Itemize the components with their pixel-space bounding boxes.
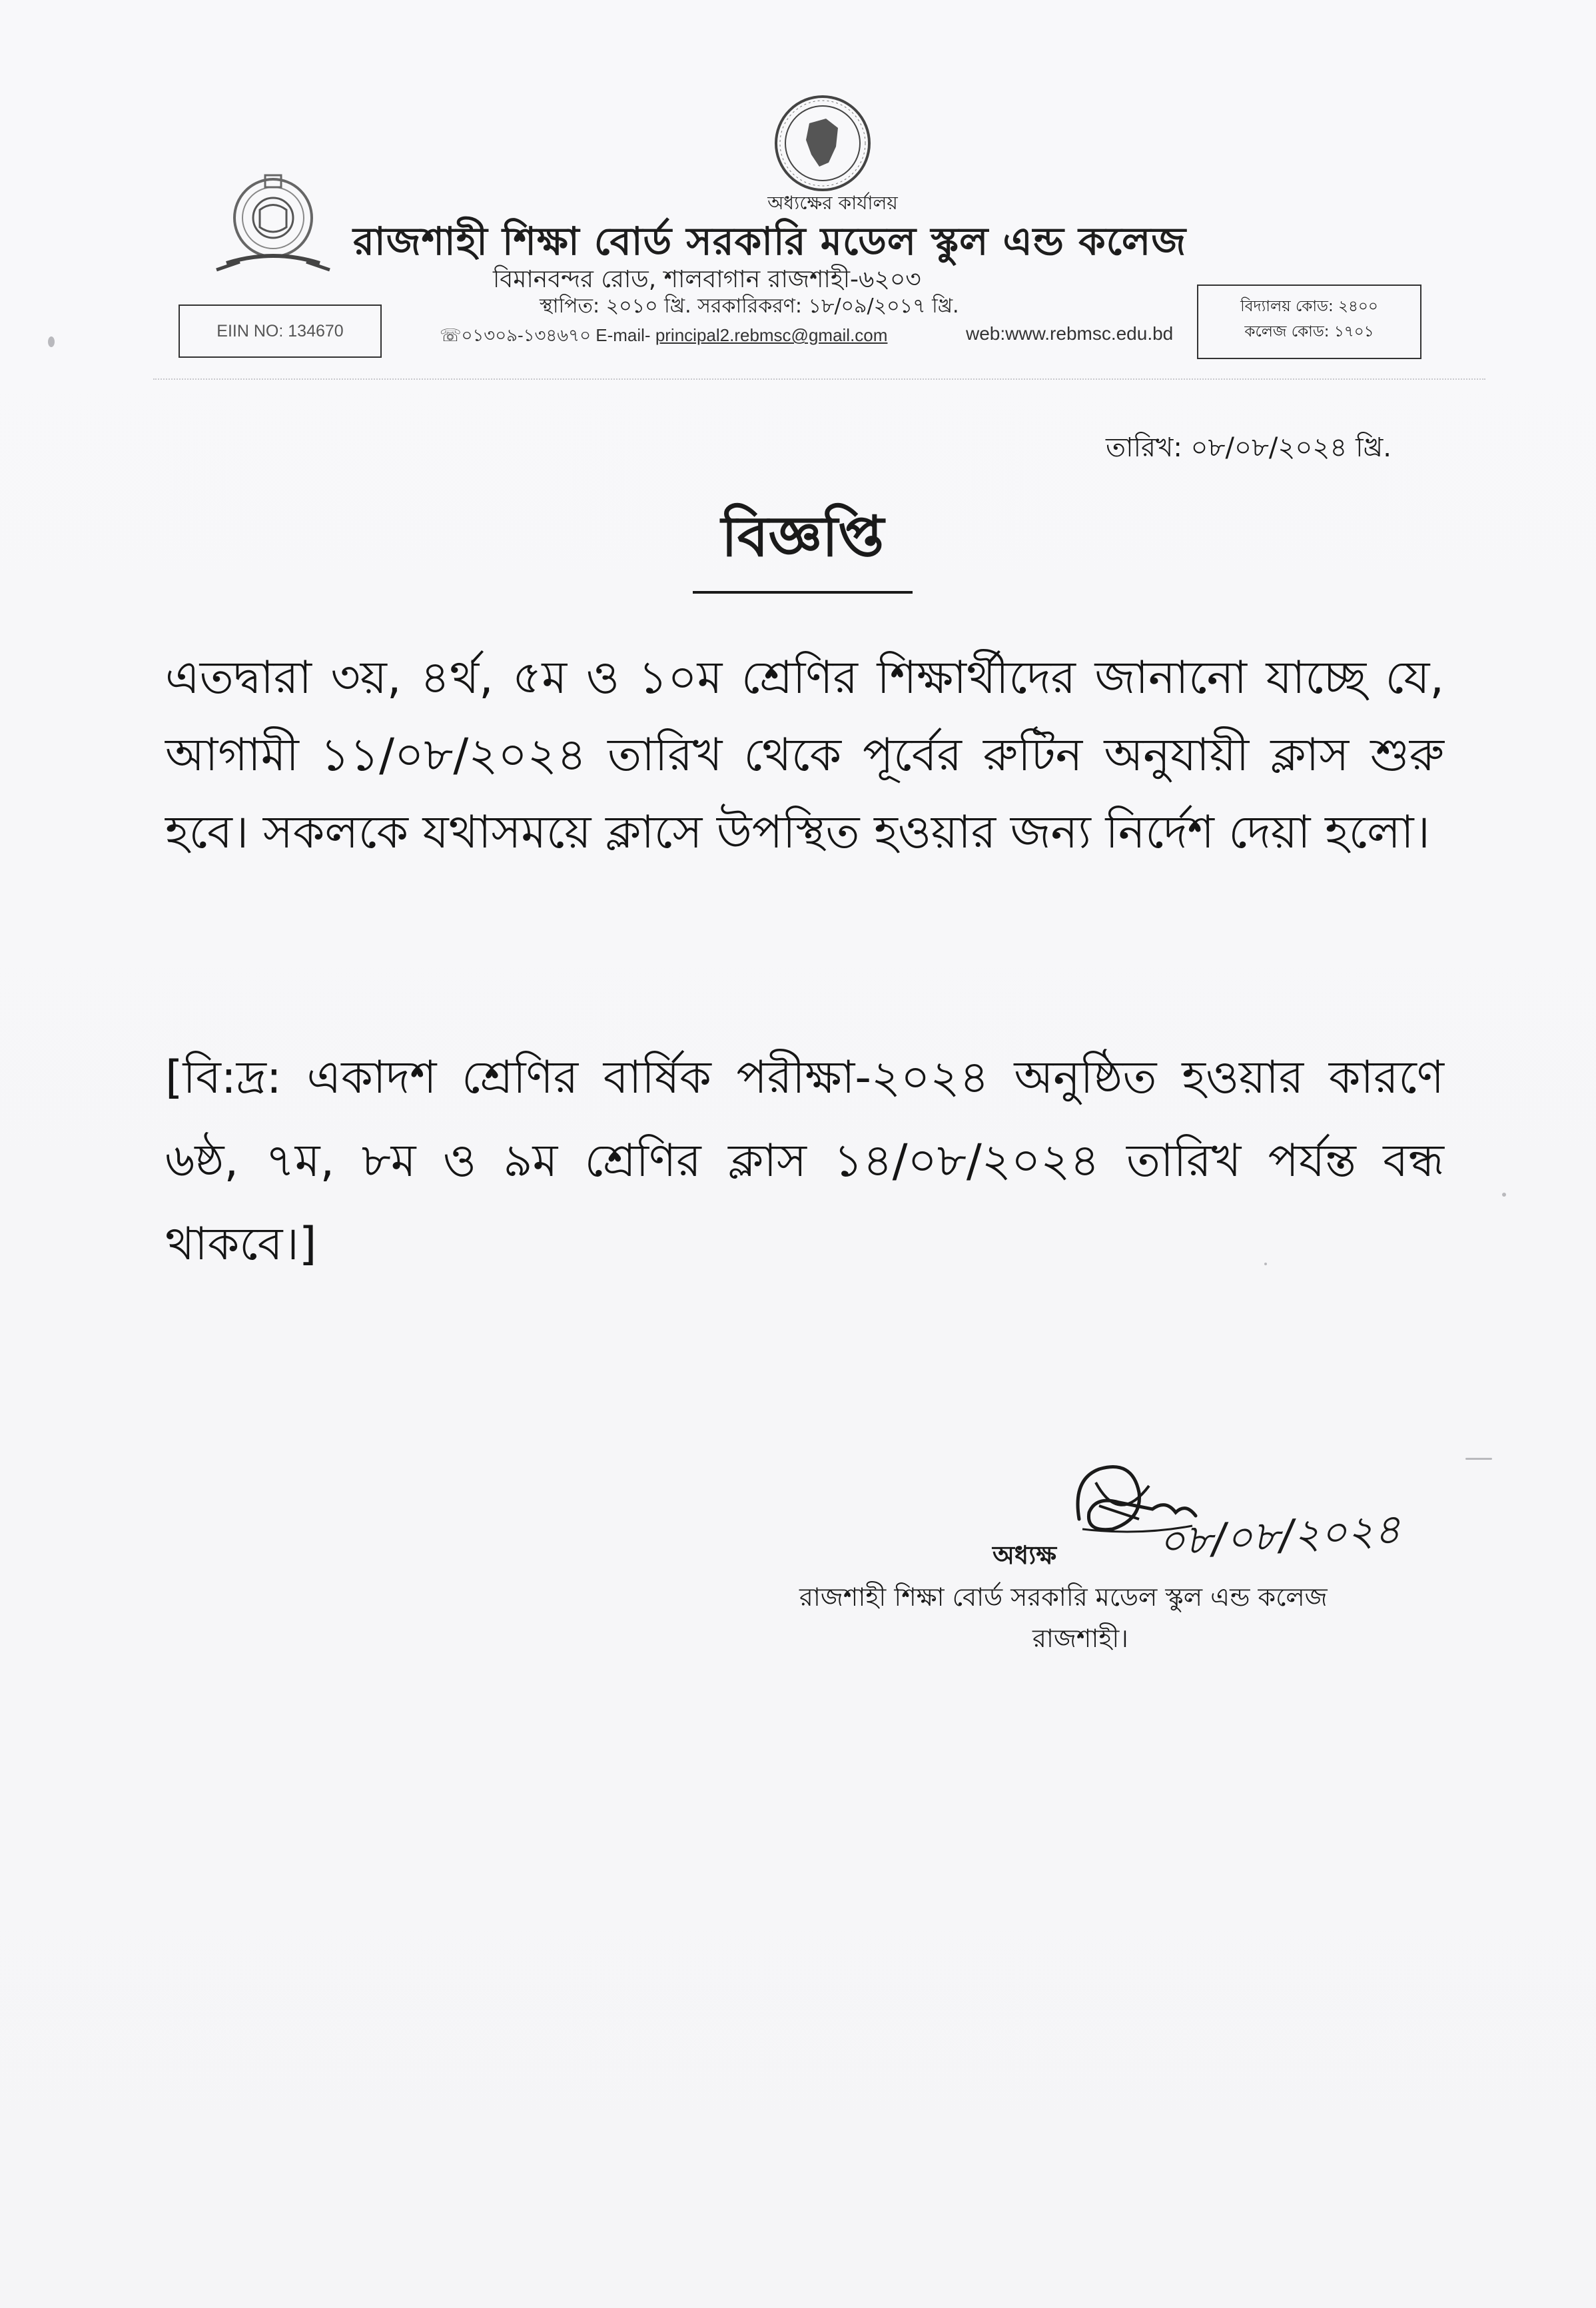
institution-codes-box — [1197, 285, 1421, 359]
government-seal-icon — [773, 93, 873, 193]
signature-date: ০৮/০৮/২০২৪ — [1156, 1504, 1402, 1566]
notice-footnote: [বি:দ্র: একাদশ শ্রেণির বার্ষিক পরীক্ষা-২০২৪ অনুষ্ঠিত হওয়ার কারণে ৬ষ্ঠ, ৭ম, ৮ম ও ৯ম শ্রেণির ক্লাস ১৪/০৮/২০২৪ তারিখ পর্যন্ত বন্ধ থাকবে।] — [165, 1051, 1444, 1271]
principal-signature — [1059, 1419, 1432, 1572]
website-link[interactable]: web:www.rebmsc.edu.bd — [966, 323, 1174, 344]
eiin-box — [179, 304, 382, 358]
phone-number: ☏০১৩০৯-১৩৪৬৭০ — [440, 325, 591, 345]
email-link[interactable]: principal2.rebmsc@gmail.com — [655, 325, 888, 345]
school-code: বিদ্যালয় কোড: ২৪০০ — [1240, 298, 1378, 315]
scan-speck — [1465, 1458, 1492, 1460]
notice-date: তারিখ: ০৮/০৮/২০২৪ খ্রি. — [1106, 432, 1392, 463]
scan-speck — [48, 336, 55, 347]
school-crest-logo — [213, 170, 333, 280]
established-info: স্থাপিত: ২০১০ খ্রি. সরকারিকরণ: ১৮/০৯/২০১৭ খ্রি. — [540, 294, 959, 318]
notice-title: বিজ্ঞপ্তি — [693, 493, 913, 594]
scan-speck — [1264, 1263, 1267, 1265]
scan-speck — [1502, 1193, 1506, 1197]
contact-line — [440, 322, 887, 351]
office-label: অধ্যক্ষের কার্যালয় — [767, 192, 898, 214]
school-name-heading: রাজশাহী শিক্ষা বোর্ড সরকারি মডেল স্কুল এন্ড কলেজ — [353, 219, 1187, 264]
signatory-title: অধ্যক্ষ — [993, 1540, 1057, 1570]
notice-body-text: এতদ্বারা ৩য়, ৪র্থ, ৫ম ও ১০ম শ্রেণির শিক্ষার্থীদের জানানো যাচ্ছে যে, আগামী ১১/০৮/২০২৪ তারিখ থেকে পূর্বের রুটিন অনুযায়ী ক্লাস শুরু হবে। সকলকে যথাসময়ে ক্লাসে উপস্থিত হওয়ার জন্য নির্দেশ দেয়া হলো। — [165, 652, 1444, 859]
email-prefix: E-mail- — [596, 325, 651, 345]
school-address: বিমানবন্দর রোড, শালবাগান রাজশাহী-৬২০৩ — [493, 266, 921, 293]
college-code: কলেজ কোড: ১৭০১ — [1244, 323, 1374, 340]
header-divider — [153, 378, 1485, 380]
signatory-city: রাজশাহী। — [1032, 1624, 1128, 1653]
signatory-organization: রাজশাহী শিক্ষা বোর্ড সরকারি মডেল স্কুল এন্ড কলেজ — [799, 1582, 1328, 1612]
eiin-number: EIIN NO: 134670 — [216, 321, 344, 340]
